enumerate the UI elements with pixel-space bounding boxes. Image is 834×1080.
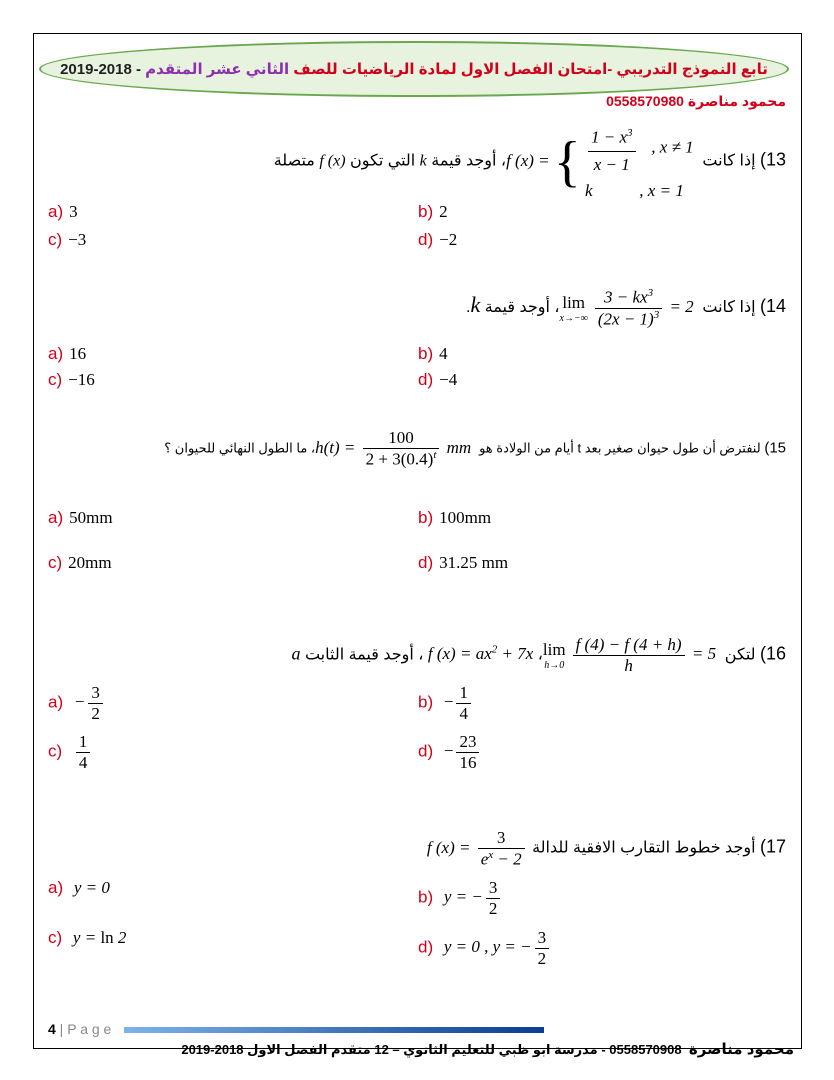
q16-function: f $(x) = ax^2 + 7x$: [427, 643, 534, 664]
q17-option-b[interactable]: b) y = − $\frac{3}{2}$: [418, 878, 503, 919]
q13-function: f (x) = { $\frac{1 - x^3}{x - 1}$ , x ≠ 1 k , x = 1: [506, 151, 698, 170]
q17-function: f (x) = $\frac{3}{e^x - 2}$: [427, 838, 528, 857]
q15-function: h(t) = $\frac{100}{2 + 3(0.4)^t}$ mm: [315, 428, 476, 469]
q13-option-b[interactable]: b) 2: [418, 202, 448, 221]
q15-option-a[interactable]: a) 50mm: [48, 508, 113, 527]
q15-tail: ، ما الطول النهائي للحيوان ؟: [164, 440, 316, 456]
q16-var: a: [291, 643, 301, 664]
q16-limit: lim h→0 $\frac{f (4) - f (4 + h)}{h}$ = 5: [542, 635, 721, 675]
q13-mid: ، أوجد قيمة: [431, 152, 507, 170]
q17-number: 17): [759, 836, 786, 857]
q14-option-c[interactable]: c) −16: [48, 370, 95, 389]
q13-var: k: [419, 152, 427, 170]
q14-option-d[interactable]: d) −4: [418, 370, 458, 389]
q16-lead: لتكن: [724, 646, 756, 664]
author-line: محمود مناصرة 0558570980: [606, 93, 786, 109]
page-number: 4 | P a g e: [48, 1021, 112, 1037]
q15-option-b[interactable]: b) 100mm: [418, 508, 492, 527]
q16-option-d[interactable]: d) − $\frac{23}{16}$: [418, 732, 482, 773]
q16-number: 16): [759, 643, 786, 664]
banner-title: تابع النموذج التدريبي -امتحان الفصل الاول لمادة الرياضيات للصف الثاني عشر المتقدم - 2018-2019: [60, 61, 768, 78]
q13-option-a[interactable]: a) 3: [48, 202, 78, 221]
q15-text: لنفترض أن طول حيوان صغير بعد t أيام من الولادة هو: [479, 440, 761, 456]
q13-fx: f (x): [319, 152, 346, 170]
q13-option-d[interactable]: d) −2: [418, 230, 458, 249]
q14-mid: ، أوجد قيمة: [484, 299, 560, 317]
q16-option-a[interactable]: a) − $\frac{3}{2}$: [48, 683, 106, 724]
q13-number: 13): [759, 149, 786, 170]
q15-option-d[interactable]: d) 31.25 mm: [418, 553, 509, 572]
q14-lead: إذا كانت: [702, 299, 756, 317]
question-16: 16) لتكن lim h→0 $\frac{f (4) - f (4 + h)}{h}$ = 5 ، f $(x) = ax^2 + 7x$ ، أوجد قيمة الثابت a: [291, 635, 786, 675]
question-13: [274, 120, 786, 204]
footer-text: محمود مناصرة 0558570908 - مدرسة ابو ظبي للتعليم الثانوي – 12 متقدم الفصل الاول 2018-2019: [181, 1041, 794, 1058]
footer-bar: [124, 1027, 544, 1033]
q17-option-a[interactable]: a) y = 0: [48, 878, 110, 897]
q14-var: k: [470, 292, 481, 318]
q17-option-c[interactable]: c) y = ln 2: [48, 928, 127, 947]
q14-option-b[interactable]: b) 4: [418, 344, 448, 363]
q14-number: 14): [759, 296, 786, 317]
q16-mid: ، أوجد قيمة الثابت: [304, 646, 424, 664]
q14-option-a[interactable]: a) 16: [48, 344, 87, 363]
q13-end: متصلة: [273, 152, 315, 170]
q15-option-c[interactable]: c) 20mm: [48, 553, 112, 572]
question-14: 14) إذا كانت lim x→−∞ $\frac{3 - kx^3}{(2x - 1)^3}$ = 2 ، أوجد قيمة k.: [466, 287, 786, 329]
q16-option-b[interactable]: b) − $\frac{1}{4}$: [418, 683, 474, 724]
q14-limit: lim x→−∞ $\frac{3 - kx^3}{(2x - 1)^3}$ = 2: [559, 287, 698, 329]
title-banner: [39, 41, 789, 97]
question-15: [164, 428, 786, 470]
q13-lead: إذا كانت: [702, 152, 756, 170]
q13-tail: التي تكون: [349, 152, 416, 170]
question-17: [427, 828, 786, 870]
q16-option-c[interactable]: c) $\frac{1}{4}$: [48, 732, 93, 773]
q13-option-c[interactable]: c) −3: [48, 230, 87, 249]
q17-option-d[interactable]: d) y = 0 , y = − $\frac{3}{2}$: [418, 928, 552, 969]
q17-text: أوجد خطوط التقارب الافقية للدالة: [532, 839, 756, 857]
q15-number: 15): [764, 439, 786, 457]
